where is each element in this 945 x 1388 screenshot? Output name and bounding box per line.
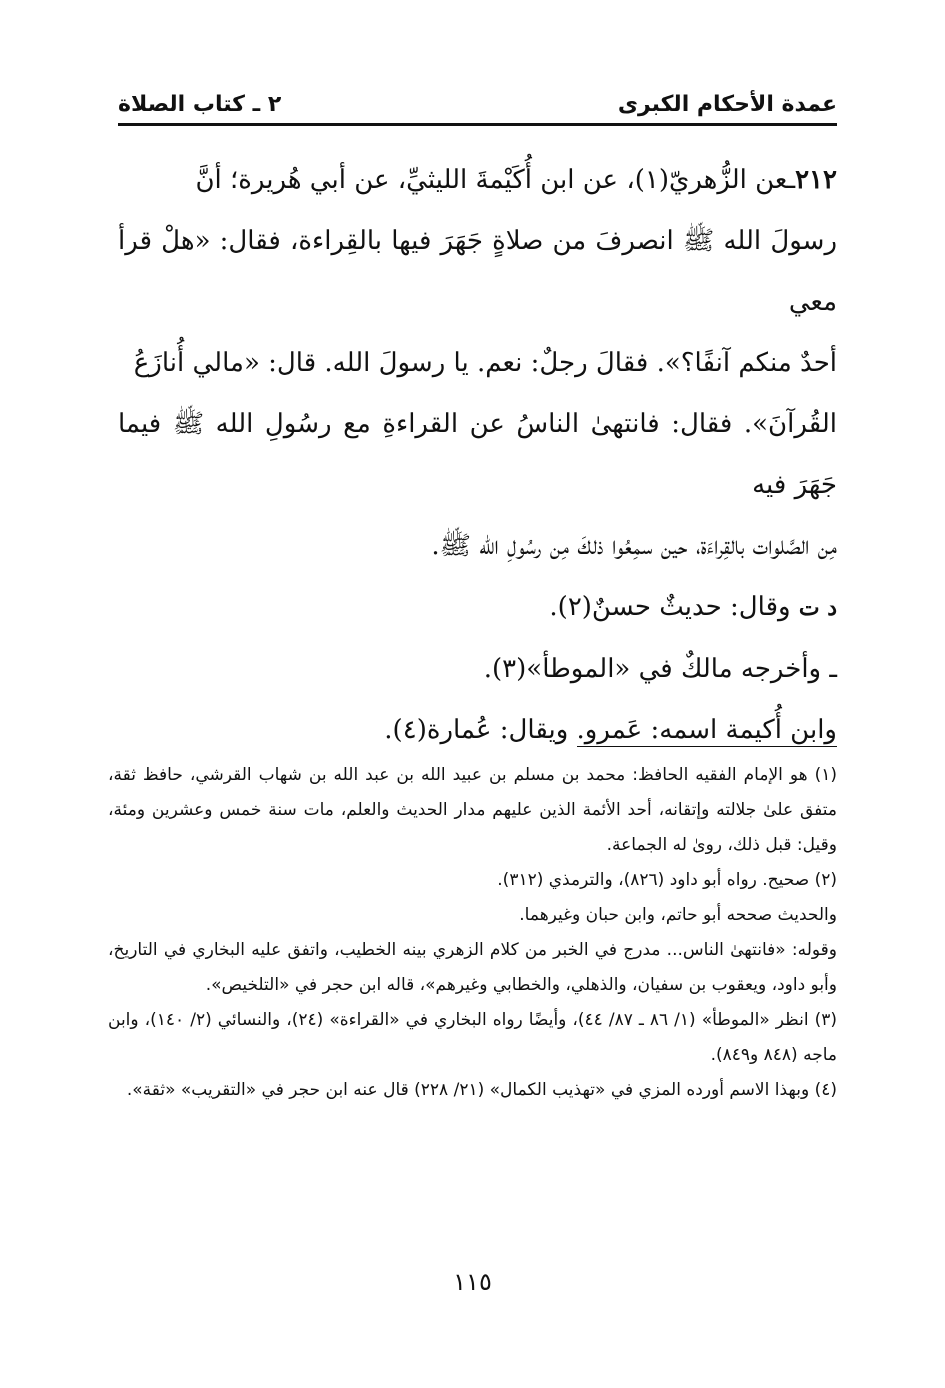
hadith-number: ٢١٢	[795, 165, 837, 195]
hadith-text	[118, 150, 837, 761]
page-number: ١١٥	[453, 1268, 492, 1296]
running-header	[118, 86, 837, 126]
source-symbol: د ت	[798, 595, 837, 621]
footnote-4: (٤) وبهذا الاسم أورده المزي في «تهذيب الكمال» (٢١/ ٢٢٨) قال عنه ابن حجر في «التقريب» «ثقة».	[126, 1080, 837, 1100]
name-line: وابن أُكيمة اسمه: عَمرو. ويقال: عُمارة(٤).	[384, 715, 837, 745]
footnote-separator	[577, 746, 837, 747]
footnote-2: (٢) صحيح. رواه أبو داود (٨٢٦)، والترمذي (٣١٢).	[497, 870, 837, 890]
book-title: عمدة الأحكام الكبرى	[617, 92, 837, 117]
hadith-line-1: ٢١٢ـعن الزُّهريّ(١)، عن ابن أُكَيْمةَ الليثيِّ، عن أبي هُريرة؛ أنَّ	[195, 165, 837, 195]
footnotes	[108, 758, 837, 1108]
header-rule	[118, 123, 837, 126]
footnote-2-note-b: وقوله: «فانتهىٰ الناس... مدرج في الخبر من كلام الزهري بينه الخطيب، واتفق عليه البخاري في التاريخ، وأبو داود، ويعقوب بن سفيان، والذهلي، والخطابي وغيرهم»، قاله ابن حجر في «التلخيص».	[108, 940, 837, 995]
footnote-2-note-a: والحديث صححه أبو حاتم، وابن حبان وغيرهما.	[519, 905, 837, 925]
grade-line: د ت وقال: حديثٌ حسنٌ(٢).	[549, 592, 837, 622]
hadith-line-2: رسولَ الله ﷺ انصرفَ من صلاةٍ جَهَرَ فيها بالقِراءة، فقال: «هلْ قرأ معي	[118, 226, 837, 317]
footnote-1: (١) هو الإمام الفقيه الحافظ: محمد بن مسلم بن عبيد الله بن عبد الله بن شهاب القرشي، حافظ ثقة، متفق علىٰ جلالته وإتقانه، أحد الأئمة الذين عليهم مدار الحديث والعلم، مات سنة خمس وعشرين ومئة، وقيل: قبل ذلك، روىٰ له الجماعة.	[108, 765, 837, 855]
hadith-line-3: أحدٌ منكم آنفًا؟». فقالَ رجلٌ: نعم. يا رسولَ الله. قال: «مالي أُنازَعُ	[133, 348, 837, 378]
hadith-line-4: القُرآنَ». فقال: فانتهىٰ الناسُ عن القراءةِ مع رسُولِ الله ﷺ فيما جَهَرَ فيه	[118, 409, 837, 500]
malik-line: ـ وأخرجه مالكٌ في «الموطأ»(٣).	[483, 654, 837, 684]
hadith-line-5: مِن الصَّلوات بالقِراءَة، حين سمِعُوا ذلكَ مِن رسُولِ الله ﷺ.	[431, 531, 837, 561]
footnote-3: (٣) انظر «الموطأ» (١/ ٨٦ ـ ٨٧/ ٤٤)، وأيضًا رواه البخاري في «القراءة» (٢٤)، والنسائي (٢/ ١٤٠)، وابن ماجه (٨٤٨ و٨٤٩).	[108, 1010, 837, 1065]
chapter-title: ٢ ـ كتاب الصلاة	[118, 92, 282, 117]
